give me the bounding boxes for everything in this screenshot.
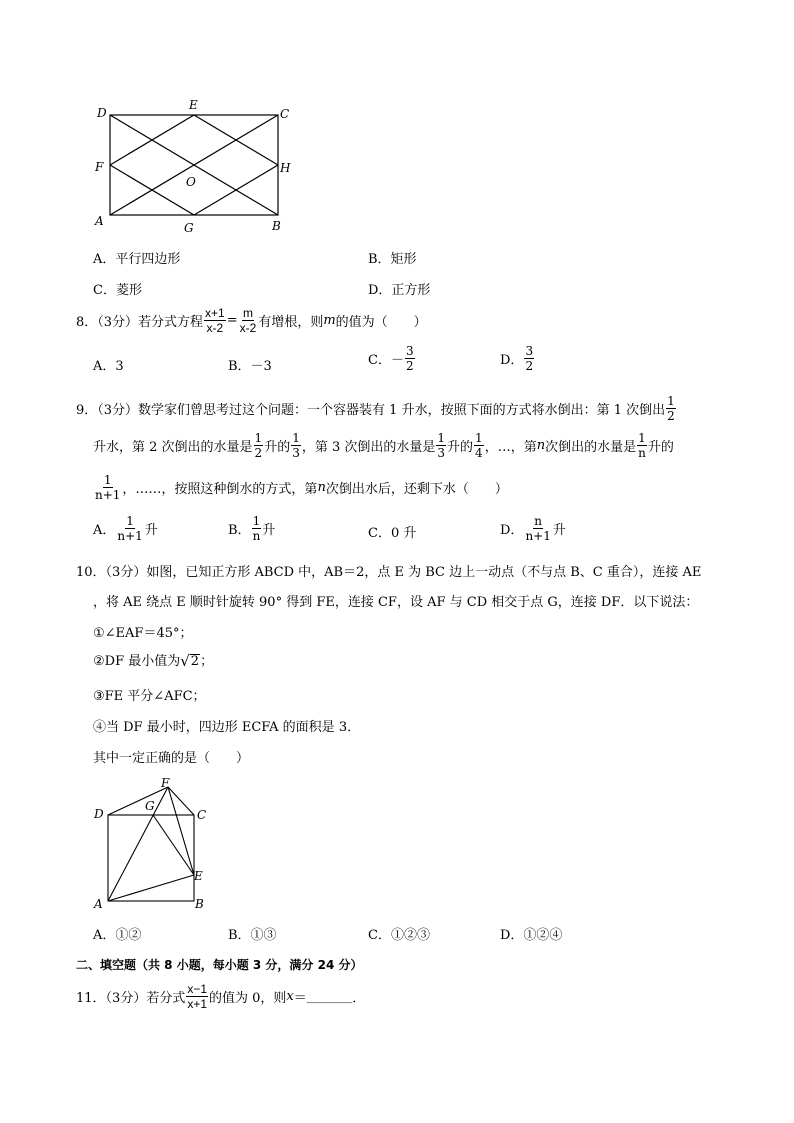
q9-l2-a: 升水，第 2 次倒出的水量是 [93,440,253,455]
rectangle-diagram-svg [100,100,300,230]
q9-line-3 [93,474,508,501]
q10-question: 其中一定正确的是（ ） [93,751,250,766]
point-label-e2: E [194,869,203,883]
point-label-f: F [95,160,104,174]
q8-fraction-1 [204,307,226,334]
q9-l3-n: n [317,480,326,495]
q10-statement-2 [93,650,213,669]
q8-suffix-1: 有增根，则 [258,315,324,330]
q9-l2-f5-den: n [638,446,646,460]
q9-optb-den: n [252,529,261,543]
q10-option-d[interactable]: D．①②④ [500,928,563,943]
q9-l2-f3-den: 3 [437,446,446,460]
point-label-a: A [95,214,104,228]
q10-option-b[interactable]: B．①③ [228,928,277,943]
q9-opta-fraction [116,515,143,542]
point-label-b2: B [195,897,204,911]
q8-equals: = [226,313,238,328]
q10-s2-a: ②DF 最小值为 [93,654,181,669]
line-a-f [108,787,168,901]
q9-optb-fraction [252,515,262,542]
q9-l3-fraction [94,474,121,501]
q8-optd-den: 2 [525,359,534,373]
line-a-e [108,875,194,901]
q9-l2-b: 升的 [264,440,291,455]
q9-l2-f3-num: 1 [437,431,446,445]
q10-statement-4: ④当 DF 最小时，四边形 ECFA 的面积是 3． [93,720,361,735]
q8-suffix-2: 的值为（ ） [335,315,427,330]
point-label-e: E [189,98,198,112]
q11-stem [76,983,365,1010]
q8-stem [76,307,427,334]
q8-optc-den: 2 [405,359,414,373]
point-label-c2: C [197,808,207,822]
q9-opta-prefix: A． [93,523,116,538]
point-label-d2: D [94,807,104,821]
q9-opta-suffix: 升 [144,523,158,538]
q11-var-x: x [286,989,294,1004]
section-heading-fill-in: 二、填空题（共 8 小题，每小题 3 分，满分 24 分） [76,958,363,972]
q9-l2-f2-num: 1 [292,431,300,445]
q9-l2-n: n [536,438,546,453]
q9-optd-suffix: 升 [552,523,566,538]
q9-l2-frac5 [637,432,647,459]
q9-optb-num: 1 [252,514,261,528]
q9-l3-num: 1 [103,473,112,487]
q9-l2-g: 升的 [647,440,674,455]
q8-option-a[interactable]: A．3 [93,359,124,374]
q9-l2-frac3 [436,432,446,459]
q11-text-b: ＝ [293,991,307,1006]
sqrt-symbol-icon: √ [180,652,190,670]
q9-l2-f1-den: 2 [254,446,263,460]
point-label-o: O [186,175,196,189]
point-label-f2: F [161,776,170,790]
line-d-f [108,787,168,815]
q11-answer-blank[interactable]: _______ [306,989,353,1004]
q9-l2-f1-num: 1 [254,431,263,445]
q9-l2-e: ，…，第 [484,440,537,455]
q10-option-c[interactable]: C．①②③ [368,928,430,943]
q9-option-a[interactable] [93,515,158,542]
point-label-d: D [97,106,107,120]
q8-option-c[interactable] [368,345,416,372]
q7-option-c[interactable]: C．菱形 [93,283,142,298]
q10-s2-b: ； [200,654,214,669]
q8-optc-num: 3 [405,344,414,358]
q9-l2-frac1 [254,432,264,459]
q10-line-2: ，将 AE 绕点 E 顺时针旋转 90° 得到 FE，连接 CF，设 AF 与 CD 相交于点 G，连接 DF．以下说法： [93,595,699,610]
point-label-c: C [280,107,290,121]
q11-text-a: 的值为 0，则 [209,991,287,1006]
q9-l2-frac4 [474,432,484,459]
q9-line1-num: 1 [667,394,675,408]
q9-l2-f4-num: 1 [475,431,483,445]
q8-optd-num: 3 [525,344,534,358]
q11-end: ． [352,991,366,1006]
q8-option-d[interactable] [500,345,535,372]
q10-option-a[interactable]: A．①② [93,928,142,943]
q9-optd-fraction [524,515,551,542]
q9-l2-f2-den: 3 [292,446,300,460]
q9-line1-text: 9．（3分）数学家们曾思考过这个问题：一个容器装有 1 升水，按照下面的方式将水倒出：第 1 次倒出 [76,403,666,418]
q7-option-b[interactable]: B．矩形 [368,252,417,267]
q8-frac1-num: x+1 [205,306,225,320]
q8-var-m: m [323,313,336,328]
q7-option-d[interactable]: D．正方形 [368,283,431,298]
q11-prefix: 11．（3分）若分式 [76,991,186,1006]
point-label-g: G [184,221,194,235]
q9-option-c[interactable]: C．0 升 [368,526,417,541]
q8-optd-prefix: D． [500,353,524,368]
q9-l3-b: 次倒出水后，还剩下水（ ） [325,482,508,497]
q9-line1-den: 2 [667,409,675,423]
q8-optc-prefix: C．－ [368,353,404,368]
q11-frac-den: x+1 [187,997,208,1011]
q9-l3-a: ，……，按照这种倒水的方式，第 [122,482,318,497]
point-label-b: B [272,219,281,233]
q9-optb-suffix: 升 [262,523,276,538]
q9-optd-prefix: D． [500,523,524,538]
q10-line-1: 10．（3分）如图，已知正方形 ABCD 中，AB＝2，点 E 为 BC 边上一动点（不与点 B、C 重合），连接 AE [76,565,702,580]
q9-l2-c: ，第 3 次倒出的水量是 [301,440,436,455]
q9-l2-frac2 [291,432,301,459]
q9-optd-num: n [534,514,543,528]
q9-line-2 [93,432,674,459]
q10-statement-3: ③FE 平分∠AFC； [93,689,206,704]
point-label-a2: A [94,897,103,911]
q9-optb-prefix: B． [228,523,251,538]
q8-prefix: 8．（3分）若分式方程 [76,315,204,330]
q9-l2-f: 次倒出的水量是 [545,440,637,455]
q9-l3-den: n+1 [95,488,121,502]
q9-l2-f5-num: 1 [638,431,646,445]
q9-l2-d: 升的 [447,440,474,455]
q7-option-a[interactable]: A．平行四边形 [93,252,181,267]
q11-frac-num: x−1 [187,982,208,996]
square-diagram-svg [100,778,210,918]
q9-l2-f4-den: 4 [475,446,483,460]
q9-line-1 [76,395,677,422]
q9-option-d[interactable] [500,515,566,542]
point-label-h: H [280,161,291,175]
q8-optd-fraction [524,345,534,372]
q9-opta-num: 1 [126,514,134,528]
q10-s2-radicand: 2 [190,653,200,669]
q9-line1-fraction [666,395,676,422]
q9-opta-den: n+1 [117,529,143,543]
q9-optd-den: n+1 [525,529,551,543]
q8-option-b[interactable]: B．－3 [228,359,272,374]
q8-frac2-den: x-2 [239,321,257,335]
q8-optc-fraction [405,345,415,372]
q8-frac2-num: m [242,306,253,320]
q10-statement-1: ①∠EAF＝45°； [93,626,193,641]
q10-s2-sqrt [180,654,200,669]
q11-fraction [186,983,208,1010]
q8-fraction-2 [239,307,258,334]
line-g-e [153,815,194,875]
point-label-g2: G [145,799,155,813]
q8-frac1-den: x-2 [206,321,224,335]
q9-option-b[interactable] [228,515,275,542]
